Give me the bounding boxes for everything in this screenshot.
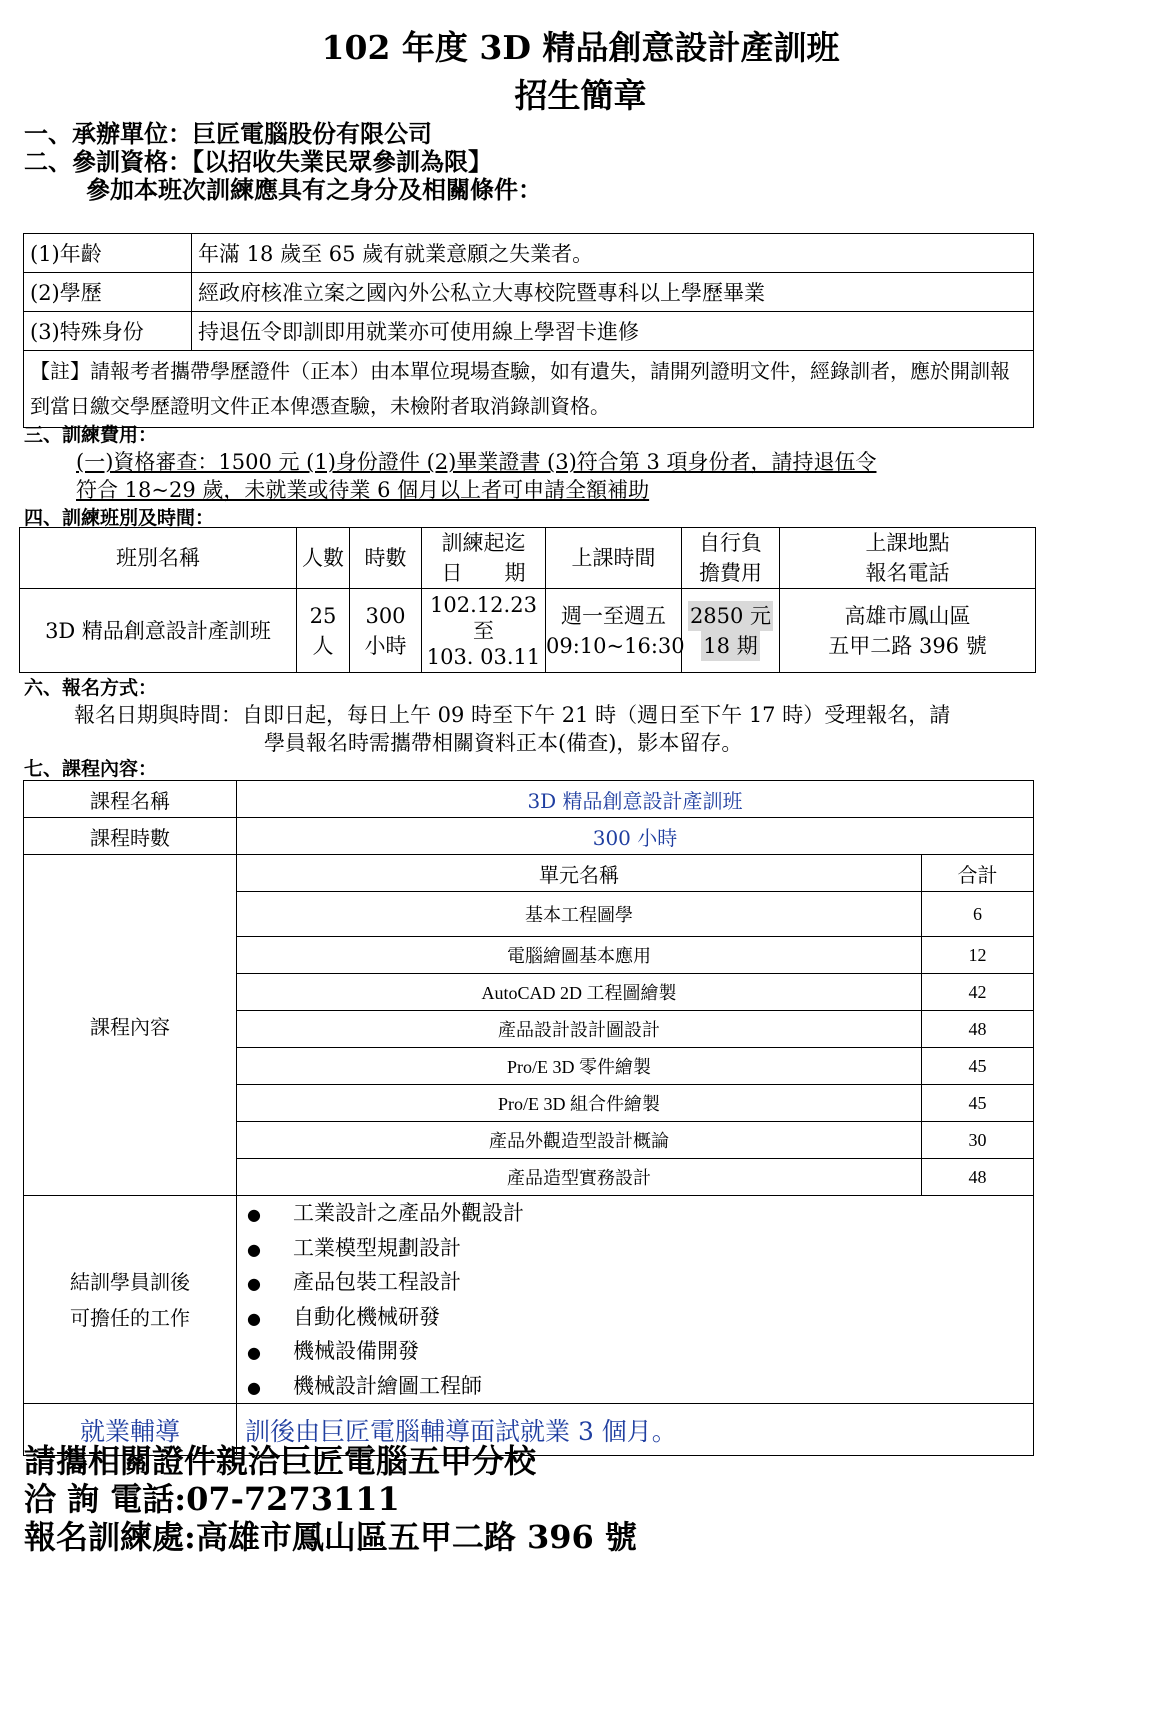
jobs-list [237,1196,1033,1403]
unit-hours: 45 [922,1048,1034,1085]
table-header-row [20,528,1036,589]
class-place [780,589,1036,673]
class-period [422,589,546,673]
unit-header: 單元名稱 [237,855,922,892]
unit-name: AutoCAD 2D 工程圖繪製 [237,974,922,1011]
header-period [422,528,546,589]
header-class-time: 上課時間 [546,528,682,589]
course-content-heading: 七、課程內容： [24,758,158,780]
class-people-count: 25 [309,603,337,628]
header-period-line-2: 日 期 [441,561,526,585]
job-title: 工業模型規劃設計 [293,1235,461,1260]
header-hours: 時數 [350,528,422,589]
table-row [24,273,1034,312]
table-row [24,234,1034,273]
course-hours-value: 300 小時 [237,818,1034,855]
class-cost-amount: 2850 元 [688,601,773,631]
bullet-icon: ● [247,1239,261,1259]
job-title: 機械設備開發 [293,1339,419,1363]
class-hours-range: 09:10~16:30 [546,633,685,658]
header-class-name: 班別名稱 [20,528,297,589]
list-item [237,1196,1033,1231]
class-end-date: 103. 03.11 [426,644,541,669]
fee-line-1: (一)資格審查：1500 元 (1)身份證件 (2)畢業證書 (3)符合第 3 項身份者，請持退伍令 [76,450,877,474]
footer-address: 報名訓練處:高雄市鳳山區五甲二路 396 號 [24,1518,637,1556]
class-time [546,589,685,673]
class-hours [350,589,422,673]
header-place-line-1: 上課地點 [865,531,950,555]
class-days: 週一至週五 [561,603,666,628]
qualification-table [23,233,1034,428]
list-item [237,1334,1033,1369]
page-subtitle: 招生簡章 [514,76,647,115]
employment-text: 訓後由巨匠電腦輔導面試就業 3 個月。 [237,1404,1034,1456]
header-cost-line-1: 自行負 [699,531,762,555]
unit-hours: 42 [922,974,1034,1011]
qualification-note: 【註】請報考者攜帶學歷證件（正本）由本單位現場查驗，如有遺失，請開列證明文件，經錄訓者，應於開訓報到當日繳交學歷證明文件正本俾憑查驗，未檢附者取消錄訓資格。 [24,351,1034,428]
unit-hours: 30 [922,1122,1034,1159]
class-cost [682,589,780,673]
table-row [24,818,1034,855]
class-name: 3D 精品創意設計產訓班 [20,589,297,673]
jobs-label-line-2: 可擔任的工作 [70,1305,190,1330]
registration-line-1: 報名日期與時間：自即日起，每日上午 09 時至下午 21 時（週日至下午 17 時）受理報名，請 [74,703,951,727]
fee-line-2: 符合 18~29 歲，未就業或待業 6 個月以上者可申請全額補助 [76,478,650,502]
unit-name: 基本工程圖學 [237,892,922,937]
class-place-line-2: 五甲二路 396 號 [828,633,987,658]
page-title: 102 年度 3D 精品創意設計產訓班 [321,28,840,67]
class-schedule-heading: 四、訓練班別及時間： [24,507,215,529]
qualification-value: 經政府核准立案之國內外公私立大專校院暨專科以上學歷畢業 [192,273,1034,312]
bullet-icon: ● [247,1343,261,1362]
unit-hours: 45 [922,1085,1034,1122]
header-period-line-1: 訓練起迄 [441,531,526,555]
course-name-label: 課程名稱 [24,781,237,818]
header-cost-line-2: 擔費用 [699,561,762,585]
course-name-value: 3D 精品創意設計產訓班 [237,781,1034,818]
footer-phone: 洽 詢 電話:07-7273111 [24,1480,400,1518]
class-people [297,589,350,673]
table-row [24,312,1034,351]
unit-name: 電腦繪圖基本應用 [237,937,922,974]
course-content-label: 課程內容 [24,855,237,1196]
table-row [24,855,1034,892]
employment-label: 就業輔導 [24,1404,237,1456]
list-item [237,1300,1033,1335]
job-title: 自動化機械研發 [293,1304,440,1329]
list-item [237,1265,1033,1300]
unit-hours: 48 [922,1011,1034,1048]
table-row [24,781,1034,818]
class-period-to: 至 [473,618,494,643]
class-start-date: 102.12.23 [430,592,537,617]
table-row [20,589,1036,673]
list-item [237,1369,1033,1404]
registration-line-2: 學員報名時需攜帶相關資料正本(備查)，影本留存。 [264,731,743,755]
class-cost-term: 18 期 [701,631,759,661]
bullet-icon: ● [247,1377,261,1397]
list-item [237,1231,1033,1266]
job-title: 機械設計繪圖工程師 [293,1373,482,1398]
table-row [24,351,1034,428]
jobs-label [24,1196,237,1404]
total-header: 合計 [922,855,1034,892]
footer-line-1: 請攜相關證件親洽巨匠電腦五甲分校 [24,1442,537,1480]
qualification-subheading: 參加本班次訓練應具有之身分及相關條件： [86,175,542,204]
course-table [23,780,1034,1456]
class-place-line-1: 高雄市鳳山區 [844,603,971,628]
qualification-label: (3)特殊身份 [24,312,192,351]
job-title: 產品包裝工程設計 [293,1270,461,1294]
header-place [780,528,1036,589]
unit-name: Pro/E 3D 零件繪製 [237,1048,922,1085]
header-people: 人數 [297,528,350,589]
unit-hours: 12 [922,937,1034,974]
qualification-label: (1)年齡 [24,234,192,273]
fee-heading: 三、訓練費用： [24,424,158,446]
organizer-line: 一、承辦單位：巨匠電腦股份有限公司 [24,119,432,148]
class-hours-unit: 小時 [364,633,407,658]
bullet-icon: ● [247,1274,261,1293]
qualification-label: (2)學歷 [24,273,192,312]
unit-name: Pro/E 3D 組合件繪製 [237,1085,922,1122]
qualification-value: 年滿 18 歲至 65 歲有就業意願之失業者。 [192,234,1034,273]
jobs-list-cell [237,1196,1034,1404]
unit-name: 產品造型實務設計 [237,1159,922,1196]
bullet-icon: ● [247,1308,261,1328]
registration-heading: 六、報名方式： [24,677,158,699]
course-hours-label: 課程時數 [24,818,237,855]
jobs-label-line-1: 結訓學員訓後 [70,1269,190,1294]
qualification-heading: 二、參訓資格：【以招收失業民眾參訓為限】 [24,147,492,176]
table-row [24,1196,1034,1404]
qualification-value: 持退伍令即訓即用就業亦可使用線上學習卡進修 [192,312,1034,351]
class-people-unit: 人 [312,633,334,658]
class-hours-count: 300 [365,603,406,628]
class-schedule-table [19,527,1036,673]
unit-name: 產品外觀造型設計概論 [237,1122,922,1159]
bullet-icon: ● [247,1205,261,1224]
unit-name: 產品設計設計圖設計 [237,1011,922,1048]
job-title: 工業設計之產品外觀設計 [293,1201,524,1225]
unit-hours: 6 [922,892,1034,937]
header-place-line-2: 報名電話 [865,561,950,585]
header-cost [682,528,780,589]
unit-hours: 48 [922,1159,1034,1196]
